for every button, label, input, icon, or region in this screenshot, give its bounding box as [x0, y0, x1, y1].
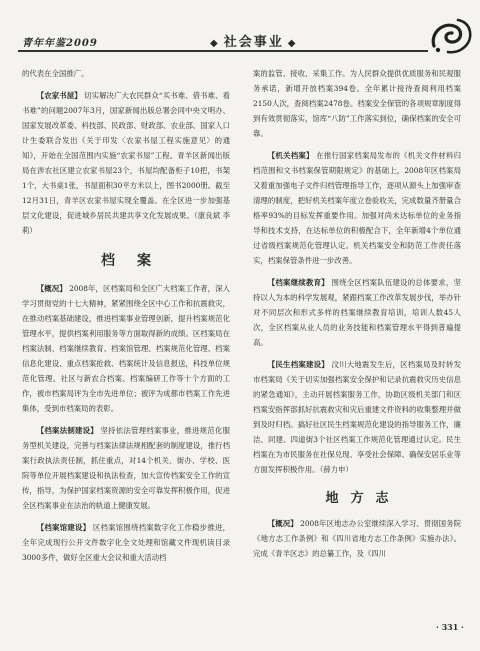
- entry-tag: 【民生档案建设】: [267, 360, 329, 369]
- swirl-logo-icon: [428, 16, 474, 56]
- paragraph-legal: [22, 423, 230, 513]
- entry-text: 在推行国家档案局发布的《机关文件材料归档范围和文书档案保管期限规定》的基础上，2008年区档案局又着重加强电子文件归档管理指导工作，逐项从源头上加强审查清理的制度，把好机关档案年度立卷验收关，完成数量齐册量合格率93%的目标发挥重要作用。加强对尚未达标单位的业务指导和技术支持，在达标单位的积极配合下，全年新增4个单位通过省级档案规范化管理认定。机关档案安全和防范工作责任落实，档案保管条件进一步改善。: [253, 151, 461, 265]
- entry-tag: 【档案继续教育】: [267, 278, 329, 287]
- section-label: 社会事业: [223, 35, 284, 50]
- paragraph-archive-building: [22, 520, 230, 565]
- entry-tag: 【农家书屋】: [36, 91, 82, 100]
- paragraph-overview: [22, 281, 230, 416]
- paragraph: 的代表在全国推广。: [22, 69, 89, 78]
- header-rule: [18, 50, 428, 52]
- running-header: [0, 0, 480, 56]
- right-column: [253, 66, 461, 568]
- paragraph-rural-library: [22, 88, 230, 238]
- entry-text: 2008年区地志办公室继续深入学习、贯彻国务院《地方志工作条例》和《四川省地方志工作条例》实施办法》。完成《青羊区志》的总纂工作，及《四川: [253, 519, 461, 558]
- entry-text: 汶川大地震发生后，区档案局及时转发市档案局《关于切实加强档案安全保护和记录抗震救灾历史信息的紧急通知》，主动开展档案服务工作，协助区级机关部门和区档案安指挥部抓好抗震救灾和灾后重建文件资料的收集整理并做到及时归档。搞好社区民生档案规范化建设的指导服务工作，廉洁、同建、四道街3个社区档案工作规范化管理通过认定。民生档案在为市民服务在社保兑现、享受社会保障、确保安居乐业等方面发挥积极作用。（薛力申）: [253, 360, 461, 474]
- entry-tag: 【概况】: [267, 519, 298, 528]
- entry-tag: 【概况】: [36, 284, 67, 293]
- entry-text: 2008年，区档案局和全区广大档案工作者，深入学习贯彻党的十七大精神，紧紧围绕全区中心工作和抗震救灾，在推动档案基础建设，推进档案事业管理创新，提升档案规范化管理水平，提供档案利用服务等方面取得新的成绩。区档案局在档案法制、档案继续教育、档案馆管理、档案规范化管理、档案信息化建设、重点档案抢救、档案统计及信息报送，科技单位规范化管理、社区与新农合档案、档案编研工作等十个方面的工作，被市档案局评为全市先进单位；被评为成都市档案工作先进集体，受到市档案局的表彰。: [22, 284, 230, 413]
- section-title-local-chronicles: 地方志: [325, 491, 401, 506]
- entry-tag: 【档案法制建设】: [36, 426, 98, 435]
- entry-text: 坚持依法管理档案事业，推进规范化服务型机关建设，完善与档案法律法规相配套的制度建设，推行档案行政执法责任制，抓住重点，对14个机关、街办、学校、医院等单位开展档案建设和执法检查，加大宣传档案安全工作的宣传，指导，为保护国家档案资源的安全可靠发挥积极作用，促进全区档案事业在法治的轨道上健康发展。: [22, 426, 230, 510]
- entry-text: 区档案馆围绕档案数字化工作稳步推进，全年完成现行公开文件数字化全文处理和馆藏文件现机读目录3000多件，做好全区重大会议和重大活动档: [22, 523, 230, 562]
- paragraph: 案的监管、接收、采集工作。为人民群众提供优质服务和民观服务承诺，新增开放档案394卷。全年累计接待查阅利用档案2150人次，查阅档案2478卷。档案安全保管的各项规章制度得到有效贯彻落实，馆库“八防”工作落实到位，确保档案的安全可靠。: [253, 69, 461, 138]
- entry-text: 围绕全区档案队伍建设的总体要求，坚持以人为本的科学发展观，紧跟档案工作改革发展步伐，举办针对不同层次和形式多样的档案继续教育培训，培训人数45人次，全区档案从业人员的业务技能和档案管理水平得到普遍提高。: [253, 278, 461, 347]
- section-heading: [206, 31, 301, 50]
- yearbook-title: 青年年鉴2009: [22, 38, 98, 49]
- left-column: [22, 66, 230, 572]
- paragraph-continuing-education: [253, 275, 461, 350]
- paragraph-agency-archives: [253, 148, 461, 268]
- paragraph-livelihood-archives: [253, 357, 461, 477]
- diamond-icon: ◆: [287, 38, 298, 49]
- page-number: · 331 ·: [436, 622, 464, 632]
- entry-tag: 【档案馆建设】: [36, 523, 91, 532]
- entry-text: 切实解决广大农民群众“买书难、借书难、看书难”的问题2007年3月，国家新闻出版总署会同中央文明办、国家发展改革委、科技部、民政部、财政部、农业部、国家人口计生委联合发出《关于印发〈农家书屋工程实施意见〉的通知》，开始在全国范围内实施“农家书屋”工程。青羊区新闻出版局在涉农社区建立农家书屋23个，书屋均配备柜子10把，书架1个，大书桌1张，书屋面积30平方米以上，图书2000册。截至12月31日，青羊区农家书屋实现全覆盖。在全区进一步加强基层文化建设，促进城乡居民共建共享文化发展成果。（康良斌 李莉）: [22, 91, 230, 235]
- paragraph-chronicles-overview: [253, 516, 461, 561]
- section-title-archives: 档案: [101, 253, 173, 269]
- entry-tag: 【机关档案】: [267, 151, 314, 160]
- diamond-icon: ◆: [210, 38, 220, 49]
